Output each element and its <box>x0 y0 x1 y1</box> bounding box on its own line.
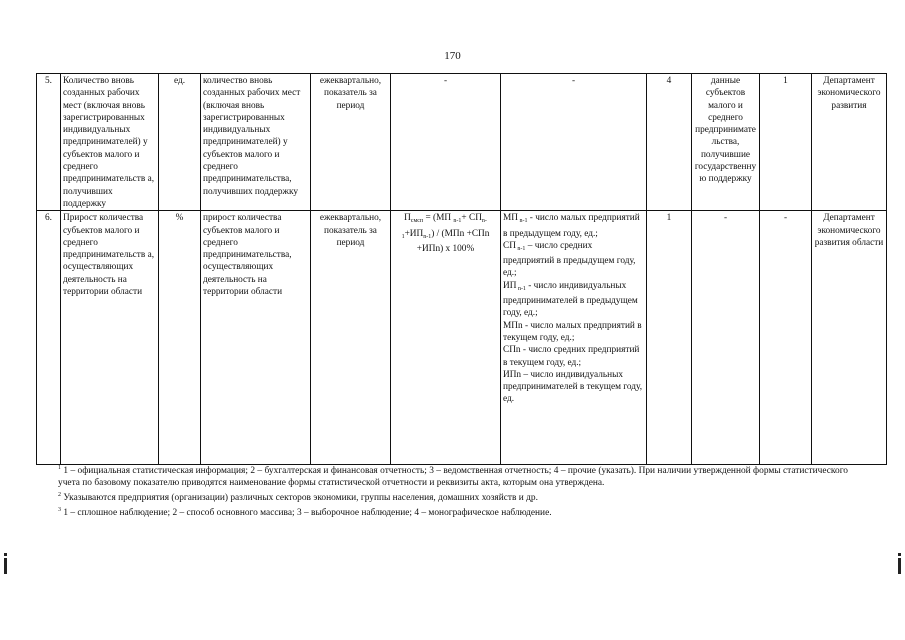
indicator-subscript: n-1 <box>517 218 528 225</box>
formula-sub: n-1 <box>401 218 487 240</box>
responsible-cell: Департамент экономического развития области <box>812 211 887 465</box>
indicator-definition <box>503 240 644 280</box>
indicator-symbol: ИПn <box>503 369 522 380</box>
method-cell: - <box>760 211 812 465</box>
indicator-name: Прирост количества субъектов малого и среднего предпринимательств а, осуществляющих деятельность на территории области <box>61 211 159 465</box>
frequency-cell: ежеквартально, показатель за период <box>311 74 391 211</box>
formula-plus: +ИП <box>404 228 424 239</box>
indicator-text: - число малых предприятий в текущем году, ед.; <box>503 320 642 343</box>
indicator-symbol: СП <box>503 240 516 251</box>
indicators-table <box>36 73 887 465</box>
responsible-cell: Департамент экономического развития <box>812 74 887 211</box>
indicator-definition <box>503 344 644 369</box>
footnote-text: 1 – официальная статистическая информация; 2 – бухгалтерская и финансовая отчетность; 3 – ведомственная отчетность; 4 – прочие (указать). При наличии утвержденной формы статистического учета по базовому показателю приводятся наименование формы статистической отчетности и реквизиты акта, которым она утверждена. <box>58 466 848 489</box>
indicator-symbol: СПn <box>503 345 521 356</box>
info-type-cell: 4 <box>647 74 692 211</box>
footnote <box>58 462 848 489</box>
row-number: 6. <box>37 211 61 465</box>
indicator-symbol: МП <box>503 213 518 224</box>
indicator-name: Количество вновь созданных рабочих мест (включая вновь зарегистрированных индивидуальных предпринимателей) у субъектов малого и среднего предпринимательств а, получивших поддержку <box>61 74 159 211</box>
indicator-text: - число средних предприятий в текущем году, ед.; <box>503 345 640 368</box>
footnote-text: Указываются предприятия (организации) различных секторов экономики, группы населения, домашних хозяйств и др. <box>61 493 538 504</box>
source-cell: - <box>692 211 760 465</box>
basic-indicators-cell <box>501 211 647 465</box>
unit-cell: ед. <box>159 74 201 211</box>
footnote-mark: 1 <box>58 465 61 471</box>
formula-lhs: П <box>404 213 411 224</box>
indicator-symbol: ИП <box>503 280 517 291</box>
definition-cell: прирост количества субъектов малого и среднего предпринимательства, осуществляющих деятельность на территории области <box>201 211 311 465</box>
footnote-mark: 2 <box>58 492 61 499</box>
table-row <box>37 211 887 465</box>
table-row <box>37 74 887 211</box>
formula-cell: - <box>391 74 501 211</box>
indicator-definition <box>503 280 644 320</box>
formula-b: СП <box>469 213 482 224</box>
formula-plus: + <box>461 213 467 224</box>
indicator-text: – число индивидуальных предпринимателей в текущем году, ед. <box>503 369 643 405</box>
footnote-mark: 3 <box>58 507 61 514</box>
footnote-text: 1 – сплошное наблюдение; 2 – способ основного массива; 3 – выборочное наблюдение; 4 – монографическое наблюдение. <box>61 508 552 519</box>
indicator-subscript: n-1 <box>515 245 526 252</box>
info-type-cell: 1 <box>647 211 692 465</box>
indicator-definition <box>503 212 644 240</box>
method-cell: 1 <box>760 74 812 211</box>
formula-tail: ) / (МПn +СПn +ИПn) х 100% <box>416 228 490 254</box>
basic-indicators-cell: - <box>501 74 647 211</box>
indicator-definition <box>503 320 644 345</box>
scan-edge-mark <box>898 558 901 574</box>
indicator-definition <box>503 369 644 406</box>
footnotes <box>58 462 848 519</box>
page-number: 170 <box>444 50 461 62</box>
unit-cell: % <box>159 211 201 465</box>
footnote <box>58 489 848 504</box>
row-number: 5. <box>37 74 61 211</box>
frequency-cell: ежеквартально, показатель за период <box>311 211 391 465</box>
formula-cell <box>391 211 501 465</box>
formula-sub: n-1 <box>453 218 462 225</box>
indicator-text: - число индивидуальных предпринимателей в предыдущем году, ед.; <box>503 280 638 319</box>
indicator-text: - число малых предприятий в предыдущем году, ед.; <box>503 213 640 239</box>
scan-edge-mark <box>4 558 7 574</box>
formula-sub: n-1 <box>423 233 432 240</box>
source-cell: данные субъектов малого и среднего предпринимательства, получившие государственную поддержку <box>692 74 760 211</box>
indicator-subscript: n-1 <box>516 285 526 292</box>
definition-cell: количество вновь созданных рабочих мест (включая вновь зарегистрированных индивидуальных предпринимателей) у субъектов малого и среднего предпринимательства, получивших поддержку <box>201 74 311 211</box>
indicator-text: – число средних предприятий в предыдущем году, ед.; <box>503 240 636 279</box>
formula-eq: = (МП <box>423 213 454 224</box>
footnote <box>58 504 848 519</box>
formula-lhs-sub: смсп <box>410 218 424 225</box>
indicator-symbol: МПn <box>503 320 523 331</box>
